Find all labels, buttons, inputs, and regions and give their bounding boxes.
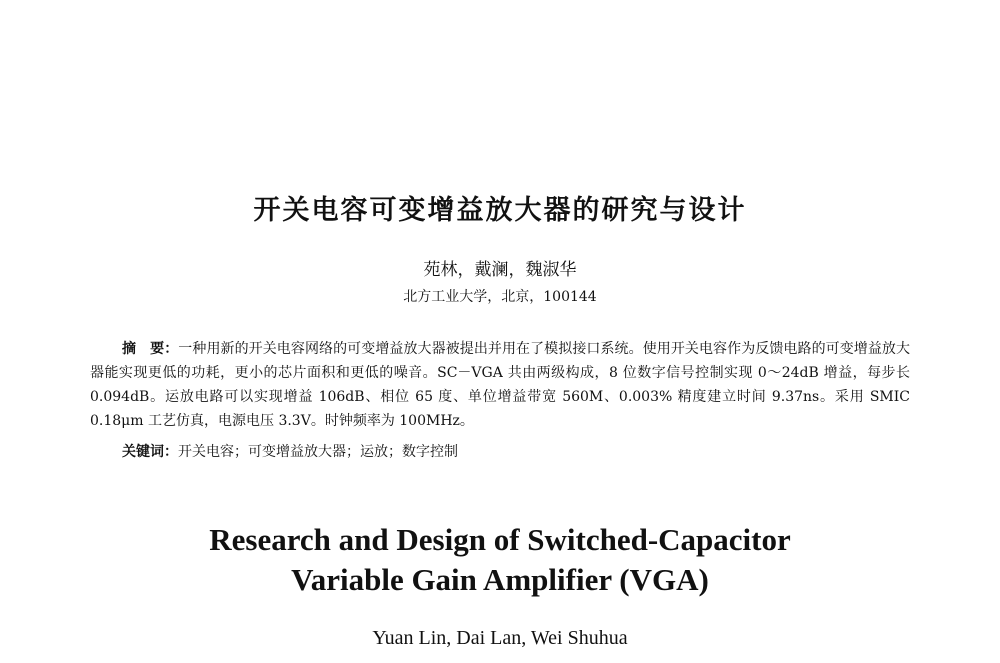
paper-title-en (0, 520, 1000, 600)
keywords-text: 开关电容；可变增益放大器；运放；数字控制 (178, 444, 458, 460)
paper-title-cn: 开关电容可变增益放大器的研究与设计 (253, 195, 747, 226)
keywords-label: 关键词： (122, 444, 178, 460)
title-en-line1: Research and Design of Switched-Capacitor (209, 522, 791, 557)
authors-cn: 苑林，戴澜，魏淑华 (423, 260, 577, 280)
affiliation-cn: 北方工业大学，北京，100144 (403, 289, 597, 305)
keywords-block (122, 441, 902, 461)
abstract-block (90, 337, 910, 433)
authors-en: Yuan Lin, Dai Lan, Wei Shuhua (372, 627, 628, 649)
title-en-line2: Variable Gain Amplifier (VGA) (291, 562, 709, 597)
abstract-text: 一种用新的开关电容网络的可变增益放大器被提出并用在了模拟接口系统。使用开关电容作为反馈电路的可变增益放大器能实现更低的功耗，更小的芯片面积和更低的噪音。SC－VGA 共由两级构成，8 位数字信号控制实现 0～24dB 增益，每步长 0.094dB。运放电路可以实现增益 106dB、相位 65 度、单位增益带宽 560M、0.003% 精度建立时间 9.37ns。采用 SMIC 0.18μm 工艺仿真，电源电压 3.3V。时钟频率为 100MHz。 (90, 341, 911, 429)
abstract-label: 摘 要： (122, 341, 179, 357)
